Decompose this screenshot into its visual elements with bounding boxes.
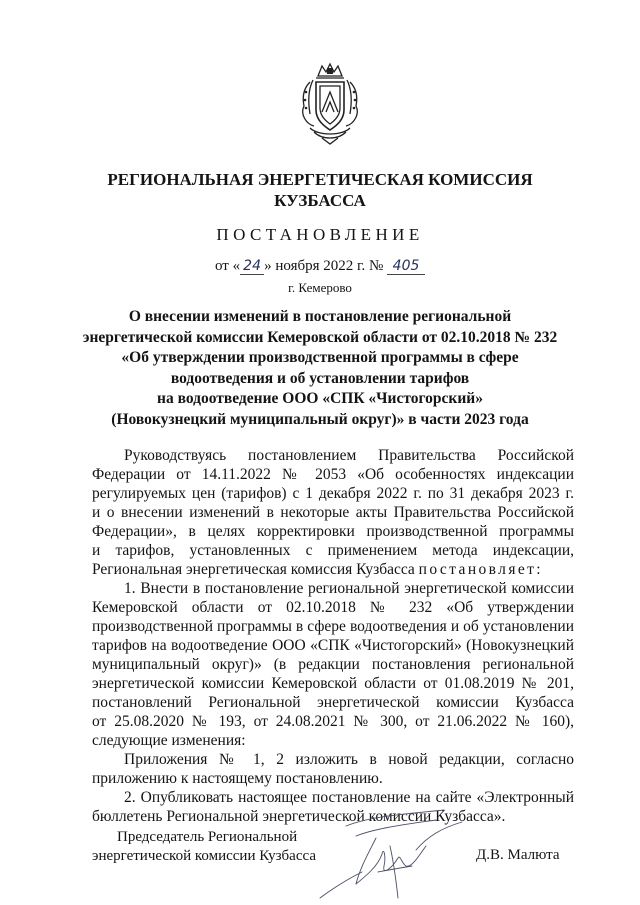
title-line: на водоотведение ООО «СПК «Чистогорский» <box>157 390 483 407</box>
document-type: ПОСТАНОВЛЕНИЕ <box>216 225 424 244</box>
text-line: регулируемых цен (тарифов) с 1 декабря 2022 г. по 31 декабря 2023 г. <box>92 485 574 502</box>
handwritten-day: 24 <box>240 258 264 275</box>
coat-of-arms-emblem <box>296 62 364 146</box>
date-prefix: от « <box>214 258 241 274</box>
signatory-position <box>92 828 316 866</box>
title-line: О внесении изменений в постановление региональной <box>128 308 512 325</box>
text-line: 1. Внести в постановление региональной энергетической комиссии <box>124 580 574 597</box>
text-line: тарифов на водоотведение ООО «СПК «Чистогорский» (Новокузнецкий <box>92 637 574 654</box>
text-line: Приложения № 1, 2 изложить в новой редакции, согласно <box>124 751 574 768</box>
text-line: и тарифов, установленных с применением метода индексации, <box>92 542 574 559</box>
item-1-paragraph <box>92 579 574 750</box>
text-line: и о внесении изменений в некоторые акты Правительства Российской <box>92 504 574 521</box>
text-line: энергетической комиссии Кемеровской области от 01.08.2019 № 201, <box>92 675 574 692</box>
handwritten-signature <box>316 806 466 901</box>
position-line: Председатель Региональной <box>117 829 298 845</box>
text-line: от 25.08.2020 № 193, от 24.08.2021 № 300, от 21.06.2022 № 160), <box>92 713 574 730</box>
text-line: бюллетень Региональной энергетической комиссии Кузбасса». <box>92 808 506 825</box>
preamble-paragraph <box>92 446 574 579</box>
resolution-word: постановляет: <box>418 561 544 578</box>
text-line: Федерации», в целях корректировки производственной программы <box>92 523 574 540</box>
issuer-name-line2: КУЗБАССА <box>274 191 366 210</box>
text-line: муниципальный округ)» (в редакции постановления региональной <box>92 656 574 673</box>
handwritten-document-number: 405 <box>387 258 425 275</box>
city: г. Кемерово <box>288 280 352 295</box>
date-line <box>0 258 640 275</box>
text-line: производственной программы в сфере водоотведения и об установлении <box>92 618 574 635</box>
text-line: следующие изменения: <box>92 732 246 749</box>
document-title <box>78 307 562 430</box>
issuer-name-line1: РЕГИОНАЛЬНАЯ ЭНЕРГЕТИЧЕСКАЯ КОМИССИЯ <box>107 170 533 189</box>
title-line: (Новокузнецкий муниципальный округ)» в части 2023 года <box>111 410 529 428</box>
title-line: энергетической комиссии Кемеровской области от 02.10.2018 № 232 <box>82 328 558 346</box>
text-line: приложению к настоящему постановлению. <box>92 770 383 787</box>
position-line: энергетической комиссии Кузбасса <box>92 848 316 864</box>
text-line: 2. Опубликовать настоящее постановление на сайте «Электронный <box>124 789 574 806</box>
title-line: водоотведения и об установлении тарифов <box>170 369 470 387</box>
title-line: «Об утверждении производственной программы в сфере <box>121 349 519 366</box>
text-line: Федерации от 14.11.2022 № 2053 «Об особенностях индексации <box>92 466 574 483</box>
text-line: постановлений Региональной энергетической комиссии Кузбасса <box>92 694 574 711</box>
text-line: Руководствуясь постановлением Правительства Российской <box>124 447 574 464</box>
signatory-name: Д.В. Малюта <box>476 847 560 863</box>
text-fragment: Региональная энергетическая комиссия Кузбасса <box>92 561 415 578</box>
date-middle: » ноября 2022 г. № <box>264 258 384 274</box>
item-1-sub-paragraph <box>92 750 574 788</box>
text-line <box>92 560 574 579</box>
text-line: Кемеровской области от 02.10.2018 № 232 «Об утверждении <box>92 599 574 616</box>
